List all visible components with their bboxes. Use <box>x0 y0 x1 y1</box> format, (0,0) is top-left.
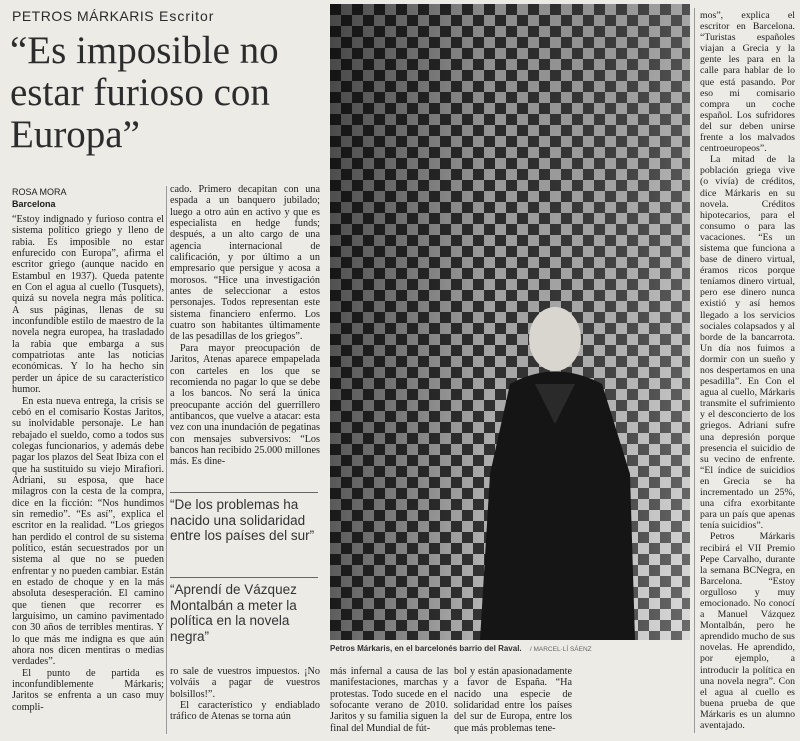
paragraph: cado. Primero decapitan con una espada a un banquero jubilado; luego a otro aún en activo y que es especialista en hedge funds; después, a un alto cargo de una agencia internacional de calificación, y por último a un empresario que persigue y acosa a morosos. “Hice una investigación antes de seleccionar a estos personajes. Todos representan este sistema financiero enfermo. Los cuatro son habitantes últimamente de las pesadillas de los griegos”. <box>170 184 320 343</box>
paragraph: En esta nueva entrega, la crisis se cebó en el comisario Kostas Jaritos, su inolvidable personaje. Le han rebajado el sueldo, como a todos sus colegas funcionarios, y además debe pagar los plazos del Seat Ibiza con el que ha sustituido su viejo Mirafiori. Adriani, su esposa, que hace milagros con la cesta de la compra, dice en la ficción: “Nos hundimos sin remedio”. “Es así”, explica el escritor en la realidad. “Los griegos han perdido el control de su sistema político, están secuestrados por un sistema al que no se pueden enfrentar y no pueden cambiar. Están en estado de choque y en la más absoluta desesperación. El camino que tienen que recorrer es larguísimo, un camino pavimentado con 30 años de terribles mentiras. Y lo que más me indigna es que aún ahora nos dicen mentiras o medias verdades”. <box>12 395 164 668</box>
photo-credit: / MARCEL·LÍ SÁENZ <box>529 646 592 653</box>
article-column-2-continued <box>170 666 320 723</box>
paragraph: El punto de partida es inconfundiblemente Márkaris; Jaritos se enfrenta a un caso muy compli- <box>12 667 164 713</box>
paragraph: más infernal a causa de las manifestaciones, marchas y protestas. Todo sucede en el sofocante verano de 2010. Jaritos y su familia siguen la final del Mundial de fút- <box>330 666 448 734</box>
paragraph: Para mayor preocupación de Jaritos, Atenas aparece empapelada con carteles en los que se recomienda no pagar lo que se debe a los bancos. No será la única preocupante acción del guerrillero antibancos, que vuelve a atacar: esta vez con una inundación de pegatinas con mensajes subversivos: “Los bancos han recibido 25.000 millones más. Es dine- <box>170 342 320 468</box>
byline <box>12 186 67 210</box>
article-column-3 <box>330 666 448 734</box>
photo-image <box>330 4 690 640</box>
person-head <box>529 307 581 371</box>
paragraph: bol y están apasionadamente a favor de España. “Ha nacido una especie de solidaridad entre los países del sur de Europa, entre los que más problemas tene- <box>454 666 572 734</box>
kicker <box>12 8 214 24</box>
article-column-5 <box>700 10 795 731</box>
pull-quote-1: “De los problemas ha nacido una solidaridad entre los países del sur” <box>170 492 318 544</box>
article-column-1 <box>12 214 164 713</box>
paragraph: La mitad de la población griega vive (o vivía) de créditos, dice Márkaris en su novela. Créditos hipotecarios, para el consumo o para las vacaciones. “Es un sistema que funciona a base de dinero virtual, éramos ricos porque teníamos dinero virtual, pero ese dinero nunca existió y así hemos llegado a los servicios sociales colapsados y al borde de la bancarrota. Un día nos fuimos a dormir con un sueño y nos despertamos en una pesadilla”. En Con el agua al cuello, Márkaris transmite el sufrimiento y el desconcierto de los griegos. Adriani sufre una depresión porque presencia el suicidio de su vecino de enfrente. “El índice de suicidios en Grecia se ha incrementado un 25%, una cifra exorbitante para un país que apenas tenía suicidios”. <box>700 154 795 532</box>
caption-text: Petros Márkaris, en el barcelonés barrio del Raval. <box>330 644 522 653</box>
byline-author: ROSA MORA <box>12 187 67 197</box>
pull-quote-2: “Aprendí de Vázquez Montalbán a meter la política en la novela negra” <box>170 577 318 644</box>
headline: “Es imposible no estar furioso con Europa” <box>10 29 279 156</box>
article-column-4 <box>454 666 572 734</box>
column-divider <box>166 186 167 734</box>
paragraph: Petros Márkaris recibirá el VII Premio Pepe Carvalho, durante la semana BCNegra, en Barcelona. “Estoy orgulloso y muy emocionado. No conocí a Manuel Vázquez Montalbán, pero he aprendido mucho de sus novelas. He aprendido, por ejemplo, a introducir la política en una novela negra”. Con el agua al cuello es buena prueba de que Márkaris es un alumno aventajado. <box>700 531 795 731</box>
author-photo <box>330 4 690 640</box>
paragraph: “Estoy indignado y furioso contra el sistema político griego y lleno de rabia. Es imposible no estar enfurecido con Europa”, afirma el escritor griego (aunque nacido en Estambul en 1937). Queda patente en Con el agua al cuello (Tusquets), quizá su novela negra más política. A sus páginas, llenas de su inconfundible estilo de maestro de la novela negra europea, ha trasladado la rabia que embarga a sus compatriotas ante las noticias económicas. Y lo ha hecho sin perder un ápice de su característico humor. <box>12 214 164 396</box>
paragraph: El característico y endiablado tráfico de Atenas se torna aún <box>170 700 320 723</box>
column-divider <box>694 8 695 733</box>
kicker-role: Escritor <box>158 8 215 24</box>
byline-place: Barcelona <box>12 199 56 209</box>
photo-caption <box>330 644 690 653</box>
kicker-name: PETROS MÁRKARIS <box>12 8 155 24</box>
paragraph: mos”, explica el escritor en Barcelona. “Turistas españoles viajan a Grecia y la gente les para en la calle para hablar de lo que está pasando. Por eso mi comisario compra un coche español. Los sufridores del sur deben unirse frente a los malvados centroeuropeos”. <box>700 10 795 155</box>
paragraph: ro sale de vuestros impuestos. ¡No volváis a pagar de vuestros bolsillos!”. <box>170 666 320 700</box>
article-column-2 <box>170 184 320 468</box>
